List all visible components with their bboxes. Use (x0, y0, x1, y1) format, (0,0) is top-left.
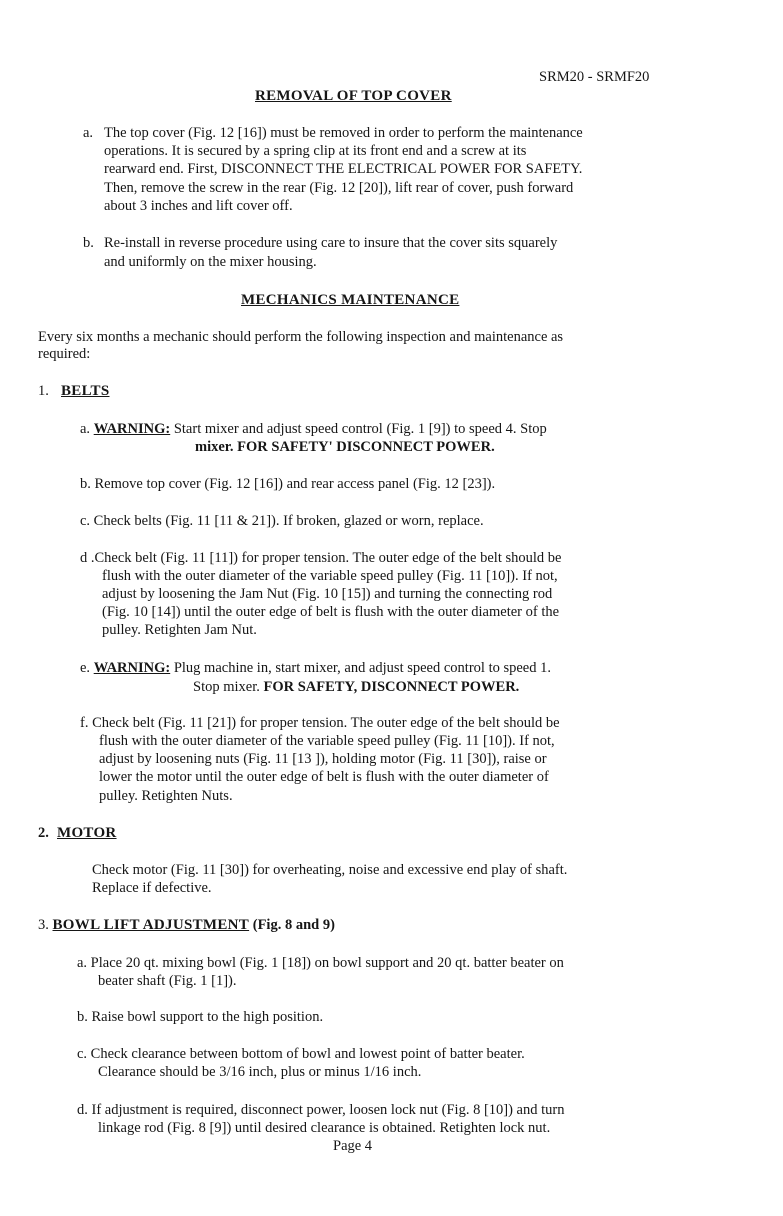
bowl-b-text: b. Raise bowl support to the high position. (77, 1009, 324, 1025)
belts-d-line: pulley. Retighten Jam Nut. (102, 622, 257, 638)
bowl-number: 3. (38, 917, 49, 933)
removal-a-line: Then, remove the screw in the rear (Fig. 12 [20]), lift rear of cover, push forward (104, 180, 574, 196)
belts-e-stop: Stop mixer. (193, 679, 260, 695)
belts-e-warning: WARNING: (93, 660, 171, 676)
motor-line: Check motor (Fig. 11 [30]) for overheating, noise and excessive end play of shaft. (92, 862, 568, 878)
document-code: SRM20 - SRMF20 (539, 69, 650, 85)
bowl-heading (38, 916, 335, 934)
motor-title: MOTOR (57, 825, 117, 841)
removal-a-line: rearward end. First, DISCONNECT THE ELECTRICAL POWER FOR SAFETY. (104, 161, 583, 177)
removal-b-line: and uniformly on the mixer housing. (104, 254, 317, 270)
bowl-c-line: c. Check clearance between bottom of bowl and lowest point of batter beater. (77, 1046, 525, 1062)
belts-e-marker: e. (80, 660, 91, 676)
removal-a-line: The top cover (Fig. 12 [16]) must be removed in order to perform the maintenance (104, 125, 583, 141)
belts-a-line1 (80, 420, 547, 438)
removal-b-marker: b. (83, 235, 94, 251)
belts-a-safety: mixer. FOR SAFETY' DISCONNECT POWER. (195, 439, 495, 455)
belts-c-text: c. Check belts (Fig. 11 [11 & 21]). If broken, glazed or worn, replace. (80, 513, 484, 529)
removal-a-line: operations. It is secured by a spring clip at its front end and a screw at its (104, 143, 527, 159)
belts-e-line2 (193, 678, 519, 696)
belts-a-text: Start mixer and adjust speed control (Fig. 1 [9]) to speed 4. Stop (173, 421, 547, 437)
belts-title: BELTS (61, 383, 110, 399)
belts-b-text: b. Remove top cover (Fig. 12 [16]) and rear access panel (Fig. 12 [23]). (80, 476, 496, 492)
belts-number: 1. (38, 383, 49, 399)
bowl-d-line: d. If adjustment is required, disconnect power, loosen lock nut (Fig. 8 [10]) and turn (77, 1102, 565, 1118)
motor-line: Replace if defective. (92, 880, 212, 896)
belts-e-line1 (80, 659, 551, 677)
belts-f-line: adjust by loosening nuts (Fig. 11 [13 ]), holding motor (Fig. 11 [30]), raise or (99, 751, 547, 767)
belts-d-line: flush with the outer diameter of the variable speed pulley (Fig. 11 [10]). If not, (102, 568, 558, 584)
belts-f-line: flush with the outer diameter of the variable speed pulley (Fig. 11 [10]). If not, (99, 733, 555, 749)
page-number: Page 4 (333, 1138, 373, 1154)
removal-title: REMOVAL OF TOP COVER (255, 88, 452, 104)
bowl-d-line: linkage rod (Fig. 8 [9]) until desired clearance is obtained. Retighten lock nut. (98, 1120, 551, 1136)
belts-a-marker: a. (80, 421, 91, 437)
belts-d-line: d .Check belt (Fig. 11 [11]) for proper tension. The outer edge of the belt should be (80, 550, 562, 566)
bowl-a-line: a. Place 20 qt. mixing bowl (Fig. 1 [18]) on bowl support and 20 qt. batter beater on (77, 955, 564, 971)
mechanics-intro-line: Every six months a mechanic should perform the following inspection and maintenance as (38, 329, 564, 345)
removal-a-line: about 3 inches and lift cover off. (104, 198, 293, 214)
belts-f-line: pulley. Retighten Nuts. (99, 788, 233, 804)
belts-f-line: lower the motor until the outer edge of belt is flush with the outer diameter of (99, 769, 549, 785)
mechanics-title: MECHANICS MAINTENANCE (241, 292, 460, 308)
motor-number: 2. (38, 825, 49, 841)
bowl-a-line: beater shaft (Fig. 1 [1]). (98, 973, 237, 989)
belts-e-text: Plug machine in, start mixer, and adjust speed control to speed 1. (173, 660, 551, 676)
belts-f-line: f. Check belt (Fig. 11 [21]) for proper tension. The outer edge of the belt should be (80, 715, 560, 731)
belts-d-line: (Fig. 10 [14]) until the outer edge of belt is flush with the outer diameter of the (102, 604, 560, 620)
bowl-title-suffix: (Fig. 8 and 9) (252, 917, 335, 933)
bowl-title: BOWL LIFT ADJUSTMENT (52, 917, 250, 933)
removal-a-marker: a. (83, 125, 94, 141)
removal-b-line: Re-install in reverse procedure using care to insure that the cover sits squarely (104, 235, 558, 251)
belts-d-line: adjust by loosening the Jam Nut (Fig. 10 [15]) and turning the connecting rod (102, 586, 553, 602)
bowl-c-line: Clearance should be 3/16 inch, plus or minus 1/16 inch. (98, 1064, 422, 1080)
belts-a-warning: WARNING: (93, 421, 171, 437)
mechanics-intro-line: required: (38, 346, 91, 362)
belts-e-safety: FOR SAFETY, DISCONNECT POWER. (263, 679, 520, 695)
